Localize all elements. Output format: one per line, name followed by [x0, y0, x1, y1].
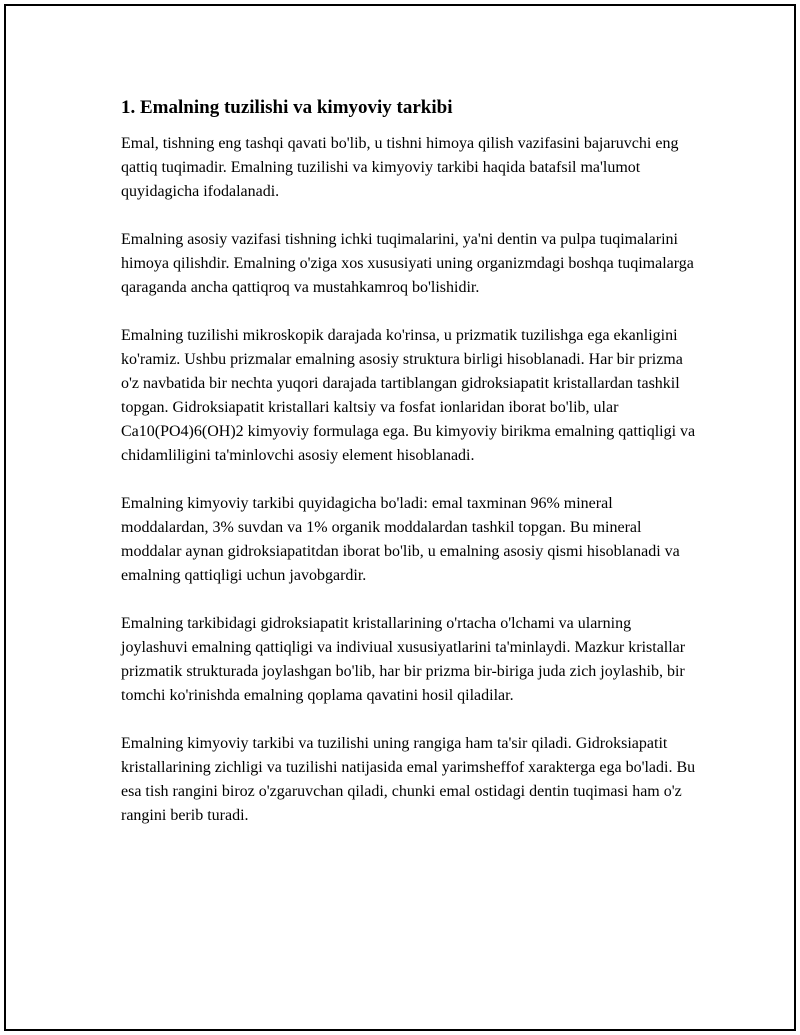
document-content: [121, 96, 701, 852]
paragraph-intro: Emal, tishning eng tashqi qavati bo'lib, u tishni himoya qilish vazifasini bajaruvchi eng qattiq tuqimadir. Emalning tuzilishi va kimyoviy tarkibi haqida batafsil ma'lumot quyidagicha ifodalanadi.: [121, 135, 679, 200]
paragraph-function: Emalning asosiy vazifasi tishning ichki tuqimalarini, ya'ni dentin va pulpa tuqimalarini himoya qilishdir. Emalning o'ziga xos xususiyati uning organizmdagi boshqa tuqimalarga qaraganda ancha qattiqroq va mustahkamroq bo'lishidir.: [121, 231, 694, 296]
paragraph-color: Emalning kimyoviy tarkibi va tuzilishi uning rangiga ham ta'sir qiladi. Gidroksiapatit kristallarining zichligi va tuzilishi natijasida emal yarimsheffof xarakterga ega bo'ladi. Bu esa tish rangini biroz o'zgaruvchan qiladi, chunki emal ostidagi dentin tuqimasi ham o'z rangini berib turadi.: [121, 735, 696, 824]
section-heading: 1. Emalning tuzilishi va kimyoviy tarkibi: [121, 97, 453, 118]
paragraph-chemical-composition: Emalning kimyoviy tarkibi quyidagicha bo'ladi: emal taxminan 96% mineral moddalardan, 3% suvdan va 1% organik moddalardan tashkil topgan. Bu mineral moddalar aynan gidroksiapatitdan iborat bo'lib, u emalning asosiy qismi hisoblanadi va emalning qattiqligi uchun javobgardir.: [121, 495, 680, 584]
page-frame: [4, 4, 796, 1031]
paragraph-structure: Emalning tuzilishi mikroskopik darajada ko'rinsa, u prizmatik tuzilishga ega ekanligini ko'ramiz. Ushbu prizmalar emalning asosiy struktura birligi hisoblanadi. Har bir prizma o'z navbatida bir nechta yuqori darajada tartiblangan gidroksiapatit kristallardan tashkil topgan. Gidroksiapatit kristallari kaltsiy va fosfat ionlaridan iborat bo'lib, ular Ca10(PO4)6(OH)2 kimyoviy formulaga ega. Bu kimyoviy birikma emalning qattiqligi va chidamliligini ta'minlovchi asosiy element hisoblanadi.: [121, 327, 696, 464]
paragraph-crystals: Emalning tarkibidagi gidroksiapatit kristallarining o'rtacha o'lchami va ularning joylashuvi emalning qattiqligi va indiviual xususiyatlarini ta'minlaydi. Mazkur kristallar prizmatik strukturada joylashgan bo'lib, har bir prizma bir-biriga juda zich joylashib, bir tomchi ko'rinishda emalning qoplama qavatini hosil qiladilar.: [121, 615, 686, 704]
